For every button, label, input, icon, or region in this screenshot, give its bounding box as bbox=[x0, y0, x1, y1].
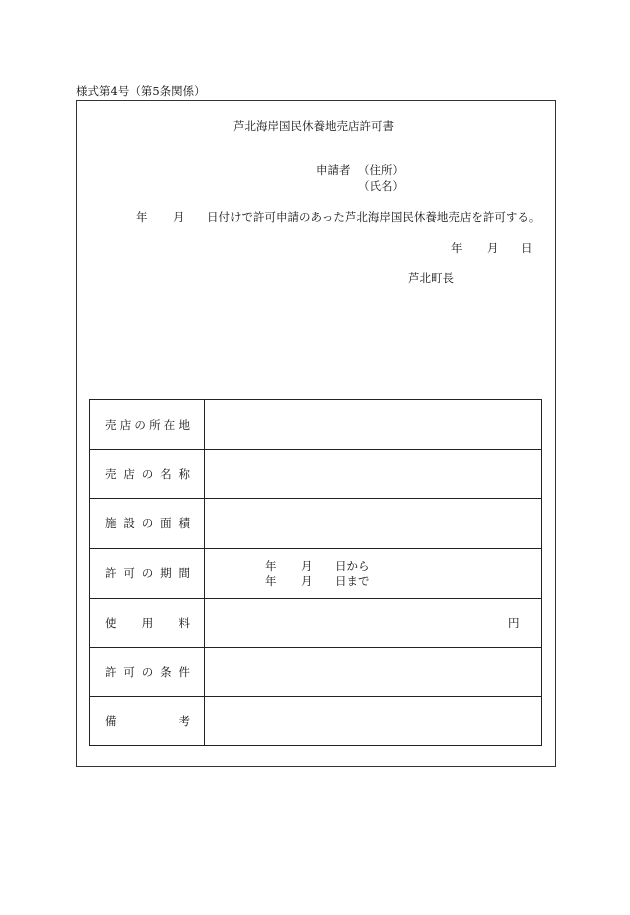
applicant-name-label: （氏名） bbox=[358, 179, 404, 193]
period-from-month: 月 bbox=[301, 559, 313, 573]
table-row-remarks bbox=[90, 696, 541, 746]
table-row-area bbox=[90, 498, 541, 548]
table-row-location bbox=[90, 400, 541, 450]
applicant-label: 申請者 bbox=[316, 163, 351, 177]
fee-unit: 円 bbox=[508, 616, 520, 630]
issue-date-year: 年 bbox=[451, 241, 463, 255]
statement-year: 年 bbox=[136, 210, 148, 224]
statement-month: 月 bbox=[173, 210, 185, 224]
issue-date-month: 月 bbox=[487, 241, 499, 255]
statement-body: 日付けで許可申請のあった芦北海岸国民休養地売店を許可する。 bbox=[207, 210, 541, 224]
row-label-location: 売 店 の 所 在 地 bbox=[105, 418, 190, 432]
row-label-conditions: 許 可 の 条 件 bbox=[105, 665, 190, 679]
row-label-fee: 使 用 料 bbox=[105, 616, 190, 630]
row-label-shop-name: 売 店 の 名 称 bbox=[105, 467, 190, 481]
period-to-suffix: 日まで bbox=[335, 574, 370, 588]
form-number: 様式第4号（第5条関係） bbox=[76, 84, 206, 98]
table-row-fee bbox=[90, 598, 541, 648]
period-from-year: 年 bbox=[265, 559, 277, 573]
applicant-address-label: （住所） bbox=[358, 163, 404, 177]
details-table bbox=[89, 399, 542, 746]
issue-date-day: 日 bbox=[521, 241, 533, 255]
period-to-month: 月 bbox=[301, 574, 313, 588]
row-label-area: 施 設 の 面 積 bbox=[105, 516, 190, 530]
document-title: 芦北海岸国民休養地売店許可書 bbox=[233, 119, 394, 133]
period-to-year: 年 bbox=[265, 574, 277, 588]
period-from-suffix: 日から bbox=[335, 559, 370, 573]
table-row-shop-name bbox=[90, 449, 541, 499]
table-row-period bbox=[90, 548, 541, 598]
table-row-conditions bbox=[90, 647, 541, 697]
issuer-name: 芦北町長 bbox=[408, 271, 454, 285]
row-label-remarks: 備 考 bbox=[105, 714, 190, 728]
row-label-period: 許 可 の 期 間 bbox=[105, 566, 190, 580]
